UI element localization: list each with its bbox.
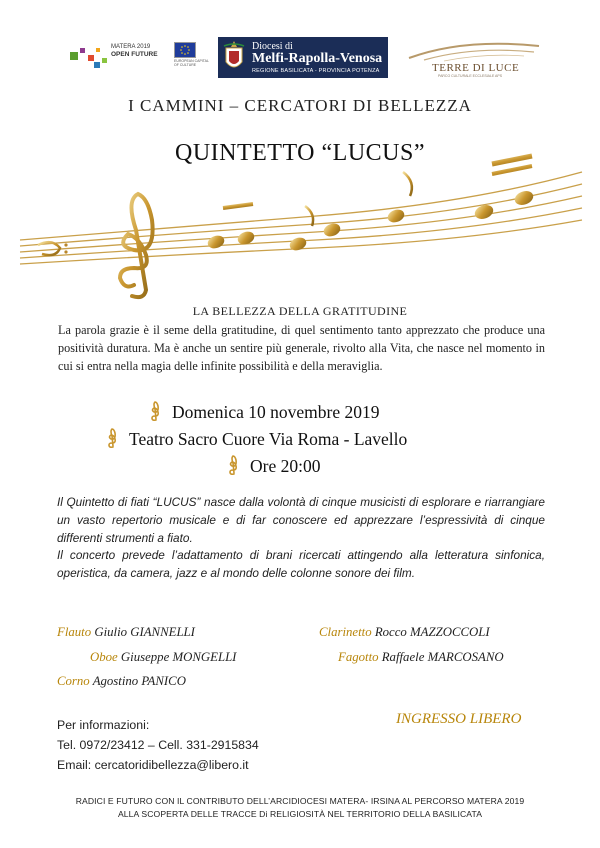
musician-flauto xyxy=(57,625,195,640)
footer xyxy=(0,795,600,821)
event-date-line xyxy=(148,401,380,423)
terre-di-luce-subtitle: PARCO CULTURALE ECCLESIALE APS xyxy=(438,74,503,78)
section-heading: LA BELLEZZA DELLA GRATITUDINE xyxy=(192,304,408,318)
treble-clef-icon xyxy=(105,428,119,448)
series-title: I CAMMINI – CERCATORI DI BELLEZZA xyxy=(128,96,472,115)
event-time-line xyxy=(226,455,320,477)
musician-corno xyxy=(57,674,186,689)
event-place: Teatro Sacro Cuore Via Roma - Lavello xyxy=(129,429,408,449)
description-paragraph-1: Il Quintetto di fiati “LUCUS” nasce dalla volontà di cinque musicisti di esplorare e riarrangiare un vasto repertorio musicale e di far conoscere ed apprezzare l’espressività di cinque differenti strumenti a fiato. xyxy=(57,495,545,545)
diocese-crest-icon xyxy=(222,40,246,75)
musician-name: Raffaele MARCOSANO xyxy=(381,650,504,664)
diocesi-logo xyxy=(218,37,388,78)
musician-clarinetto xyxy=(319,625,490,640)
free-entry-label: INGRESSO LIBERO xyxy=(396,711,522,727)
event-time: Ore 20:00 xyxy=(250,456,321,476)
footer-line-2: ALLA SCOPERTA DELLE TRACCE Di RELIGIOSITÀ NEL TERRITORIO DELLA BASILICATA xyxy=(117,809,483,819)
instrument-label: Fagotto xyxy=(338,650,379,664)
main-title: QUINTETTO “LUCUS” xyxy=(174,140,425,166)
instrument-label: Oboe xyxy=(90,650,118,664)
musician-name: Rocco MAZZOCCOLI xyxy=(374,625,490,639)
instrument-label: Clarinetto xyxy=(319,625,372,639)
intro-paragraph: La parola grazie è il seme della gratitudine, di quel sentimento tanto apprezzato che produce una positività duratura. Ma è anche un sentire più generale, rivolto alla Vita, che nasce nel momento in cui si entra nella magia delle infinite possibilità e della meraviglia. xyxy=(58,323,545,373)
treble-clef-icon xyxy=(148,401,162,421)
contact-heading: Per informazioni: xyxy=(57,718,150,732)
instrument-label: Corno xyxy=(57,674,90,688)
contact-info xyxy=(57,715,259,775)
event-place-line xyxy=(105,428,407,450)
musician-name: Giuseppe MONGELLI xyxy=(120,650,237,664)
matera-logo-line1: MATERA 2019 xyxy=(111,44,151,50)
music-staff-icon xyxy=(16,150,584,300)
description-paragraph-2: Il concerto prevede l’adattamento di brani ricercati attingendo alla letteratura sinfonica, operistica, da camera, jazz e al mondo delle colonne sonore dei film. xyxy=(57,548,545,581)
instrument-label: Flauto xyxy=(57,625,92,639)
description xyxy=(57,494,545,583)
treble-clef-icon xyxy=(226,455,240,475)
eu-flag-icon xyxy=(174,42,196,58)
diocesi-line2: Melfi-Rapolla-Venosa xyxy=(252,51,383,66)
musician-fagotto xyxy=(338,650,504,665)
matera-logo-line2: OPEN FUTURE xyxy=(111,51,158,58)
musician-name: Agostino PANICO xyxy=(92,674,186,688)
terre-di-luce-swoosh-icon xyxy=(404,38,544,62)
musician-oboe xyxy=(90,650,236,665)
diocesi-line3: REGIONE BASILICATA - PROVINCIA POTENZA xyxy=(252,68,380,74)
terre-di-luce-logo xyxy=(404,38,544,80)
diocesi-line1: Diocesi di xyxy=(252,41,293,52)
footer-line-1: RADICI E FUTURO CON IL CONTRIBUTO DELL’ARCIDIOCESI MATERA- IRSINA AL PERCORSO MATERA 2019 xyxy=(75,796,525,806)
terre-di-luce-name: TERRE DI LUCE xyxy=(432,62,520,74)
eu-logo xyxy=(174,42,208,70)
musician-name: Giulio GIANNELLI xyxy=(94,625,195,639)
contact-phones: Tel. 0972/23412 – Cell. 331-2915834 xyxy=(57,738,259,752)
eu-logo-caption: EUROPEAN CAPITAL OF CULTURE xyxy=(174,59,209,67)
event-date: Domenica 10 novembre 2019 xyxy=(172,402,380,422)
contact-email: Email: cercatoridibellezza@libero.it xyxy=(57,758,249,772)
